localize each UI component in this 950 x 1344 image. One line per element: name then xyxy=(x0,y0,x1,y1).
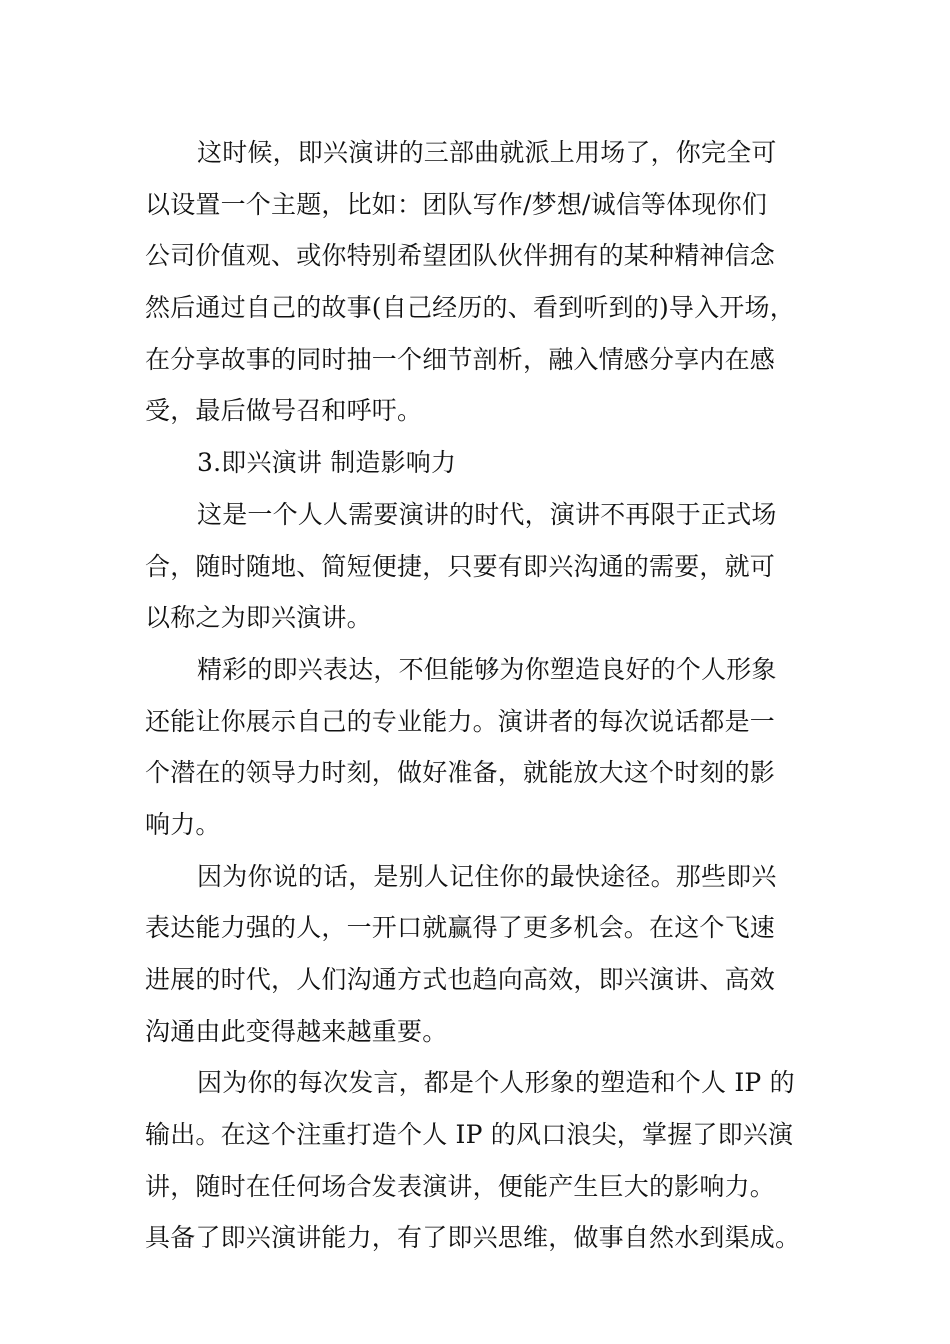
text-line: 进展的时代，人们沟通方式也趋向高效，即兴演讲、高效 xyxy=(145,965,776,994)
text-line: 表达能力强的人，一开口就赢得了更多机会。在这个飞速 xyxy=(145,913,776,943)
text-line: 个潜在的领导力时刻，做好准备，就能放大这个时刻的影 xyxy=(145,758,776,788)
paragraph-personal-ip xyxy=(145,1057,807,1264)
text-line: 讲，随时在任何场合发表演讲，便能产生巨大的影响力。 xyxy=(145,1171,776,1201)
text-line: 以设置一个主题，比如：团队写作/梦想/诚信等体现你们 xyxy=(145,189,768,219)
text-line: 响力。 xyxy=(145,809,221,839)
paragraph-remembered xyxy=(145,851,807,1058)
section-heading-3 xyxy=(145,437,807,489)
document-body xyxy=(145,127,807,1264)
text-line: 受，最后做号召和呼吁。 xyxy=(145,396,423,426)
text-line: 因为你说的话，是别人记住你的最快途径。那些即兴 xyxy=(197,861,777,891)
paragraph-personal-image xyxy=(145,644,807,851)
text-line: 在分享故事的同时抽一个细节剖析，融入情感分享内在感 xyxy=(145,344,776,374)
text-line: 还能让你展示自己的专业能力。演讲者的每次说话都是一 xyxy=(145,706,776,736)
text-line: 以称之为即兴演讲。 xyxy=(145,603,372,633)
text-line: 因为你的每次发言，都是个人形象的塑造和个人 IP 的 xyxy=(197,1068,795,1098)
text-line: 这是一个人人需要演讲的时代，演讲不再限于正式场 xyxy=(197,499,777,529)
text-line: 3.即兴演讲 制造影响力 xyxy=(197,448,457,478)
text-line: 这时候，即兴演讲的三部曲就派上用场了，你完全可 xyxy=(197,138,777,167)
text-line: 沟通由此变得越来越重要。 xyxy=(145,1016,448,1046)
text-line: 精彩的即兴表达，不但能够为你塑造良好的个人形象 xyxy=(197,654,777,684)
text-line: 然后通过自己的故事(自己经历的、看到听到的)导入开场， xyxy=(145,293,795,323)
paragraph-intro-three-steps xyxy=(145,127,807,437)
text-line: 输出。在这个注重打造个人 IP 的风口浪尖，掌握了即兴演 xyxy=(145,1120,794,1150)
text-line: 公司价值观、或你特别希望团队伙伴拥有的某种精神信念 xyxy=(145,241,776,271)
paragraph-era-of-speech xyxy=(145,489,807,644)
text-line: 具备了即兴演讲能力，有了即兴思维，做事自然水到渠成。 xyxy=(145,1223,801,1253)
text-line: 合，随时随地、简短便捷，只要有即兴沟通的需要，就可 xyxy=(145,551,776,581)
